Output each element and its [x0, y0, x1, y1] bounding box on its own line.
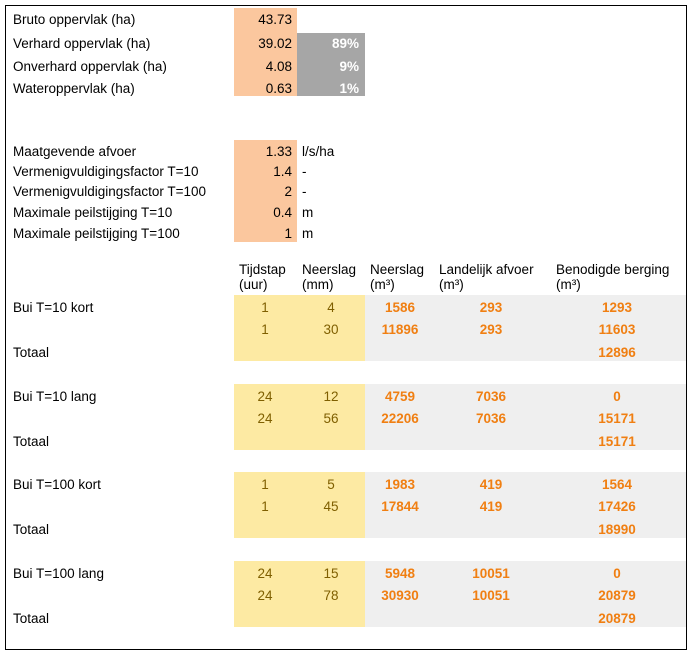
event-name: Bui T=100 kort	[13, 477, 101, 492]
area-label-water: Wateroppervlak (ha)	[13, 81, 135, 96]
cell-neerslag-mm[interactable]: 30	[323, 322, 339, 337]
area-label-verhard: Verhard oppervlak (ha)	[13, 36, 151, 51]
area-pct-onverhard: 9%	[339, 59, 359, 74]
cell-berging: 1293	[601, 300, 633, 315]
param-unit-peil-t100: m	[302, 226, 314, 241]
cell-tijdstap[interactable]: 1	[261, 477, 269, 492]
cell-neerslag-m3: 22206	[381, 411, 419, 426]
area-pct-verhard: 89%	[331, 36, 359, 51]
param-unit-afvoer: l/s/ha	[302, 144, 335, 159]
cell-neerslag-m3: 1983	[384, 477, 416, 492]
total-berging: 18990	[598, 522, 636, 537]
param-unit-factor-t10: -	[302, 164, 307, 179]
cell-neerslag-mm[interactable]: 45	[323, 499, 339, 514]
param-label-factor-t100: Vermenigvuldigingsfactor T=100	[13, 184, 206, 199]
header-benodigde-berging: Benodigde berging (m³)	[556, 262, 670, 292]
cell-berging: 1564	[601, 477, 633, 492]
param-value-peil-t10[interactable]: 0.4	[273, 205, 292, 220]
area-pct-water: 1%	[339, 81, 359, 96]
event-name: Bui T=10 kort	[13, 300, 94, 315]
cell-neerslag-mm[interactable]: 56	[323, 411, 339, 426]
header-tijdstap: Tijdstap (uur)	[239, 262, 286, 292]
cell-afvoer: 10051	[472, 566, 510, 581]
cell-berging: 0	[613, 389, 621, 404]
param-unit-peil-t10: m	[302, 205, 314, 220]
cell-tijdstap[interactable]: 1	[261, 322, 269, 337]
cell-afvoer: 419	[479, 499, 503, 514]
cell-neerslag-m3: 5948	[384, 566, 416, 581]
total-berging: 12896	[598, 345, 636, 360]
cell-neerslag-m3: 30930	[381, 588, 419, 603]
param-label-peil-t100: Maximale peilstijging T=100	[13, 226, 180, 241]
cell-tijdstap[interactable]: 24	[257, 566, 273, 581]
area-value-onverhard[interactable]: 4.08	[265, 59, 292, 74]
param-label-factor-t10: Vermenigvuldigingsfactor T=10	[13, 164, 199, 179]
total-berging: 20879	[598, 611, 636, 626]
cell-neerslag-m3: 4759	[384, 389, 416, 404]
area-value-bruto[interactable]: 43.73	[258, 12, 292, 27]
param-label-peil-t10: Maximale peilstijging T=10	[13, 205, 173, 220]
cell-neerslag-mm[interactable]: 5	[327, 477, 335, 492]
header-neerslag-mm: Neerslag (mm)	[302, 262, 357, 292]
total-berging: 15171	[598, 434, 636, 449]
param-value-factor-t10[interactable]: 1.4	[273, 164, 292, 179]
cell-afvoer: 7036	[475, 389, 507, 404]
cell-neerslag-m3: 1586	[384, 300, 416, 315]
total-label: Totaal	[13, 345, 50, 360]
event-name: Bui T=10 lang	[13, 389, 97, 404]
area-value-water[interactable]: 0.63	[265, 81, 292, 96]
header-landelijk-afvoer: Landelijk afvoer (m³)	[439, 262, 534, 292]
param-unit-factor-t100: -	[302, 184, 307, 199]
cell-berging: 20879	[598, 588, 636, 603]
cell-tijdstap[interactable]: 1	[261, 300, 269, 315]
total-label: Totaal	[13, 611, 50, 626]
cell-neerslag-m3: 11896	[381, 322, 419, 337]
cell-tijdstap[interactable]: 24	[257, 389, 273, 404]
cell-afvoer: 10051	[472, 588, 510, 603]
cell-neerslag-m3: 17844	[381, 499, 419, 514]
cell-tijdstap[interactable]: 24	[257, 588, 273, 603]
param-label-afvoer: Maatgevende afvoer	[13, 144, 137, 159]
cell-afvoer: 419	[479, 477, 503, 492]
cell-berging: 15171	[598, 411, 636, 426]
param-value-afvoer[interactable]: 1.33	[265, 144, 292, 159]
header-neerslag-m3: Neerslag (m³)	[370, 262, 425, 292]
event-name: Bui T=100 lang	[13, 566, 104, 581]
area-label-bruto: Bruto oppervlak (ha)	[13, 12, 136, 27]
cell-afvoer: 293	[479, 300, 503, 315]
cell-neerslag-mm[interactable]: 12	[323, 389, 339, 404]
cell-berging: 11603	[598, 322, 636, 337]
cell-berging: 0	[613, 566, 621, 581]
param-value-peil-t100[interactable]: 1	[284, 226, 292, 241]
cell-neerslag-mm[interactable]: 15	[323, 566, 339, 581]
area-label-onverhard: Onverhard oppervlak (ha)	[13, 59, 167, 74]
cell-neerslag-mm[interactable]: 4	[327, 300, 335, 315]
cell-afvoer: 293	[479, 322, 503, 337]
param-value-factor-t100[interactable]: 2	[284, 184, 292, 199]
cell-neerslag-mm[interactable]: 78	[323, 588, 339, 603]
cell-afvoer: 7036	[475, 411, 507, 426]
cell-tijdstap[interactable]: 1	[261, 499, 269, 514]
total-label: Totaal	[13, 434, 50, 449]
cell-tijdstap[interactable]: 24	[257, 411, 273, 426]
cell-berging: 17426	[598, 499, 636, 514]
total-label: Totaal	[13, 522, 50, 537]
area-value-verhard[interactable]: 39.02	[258, 36, 292, 51]
